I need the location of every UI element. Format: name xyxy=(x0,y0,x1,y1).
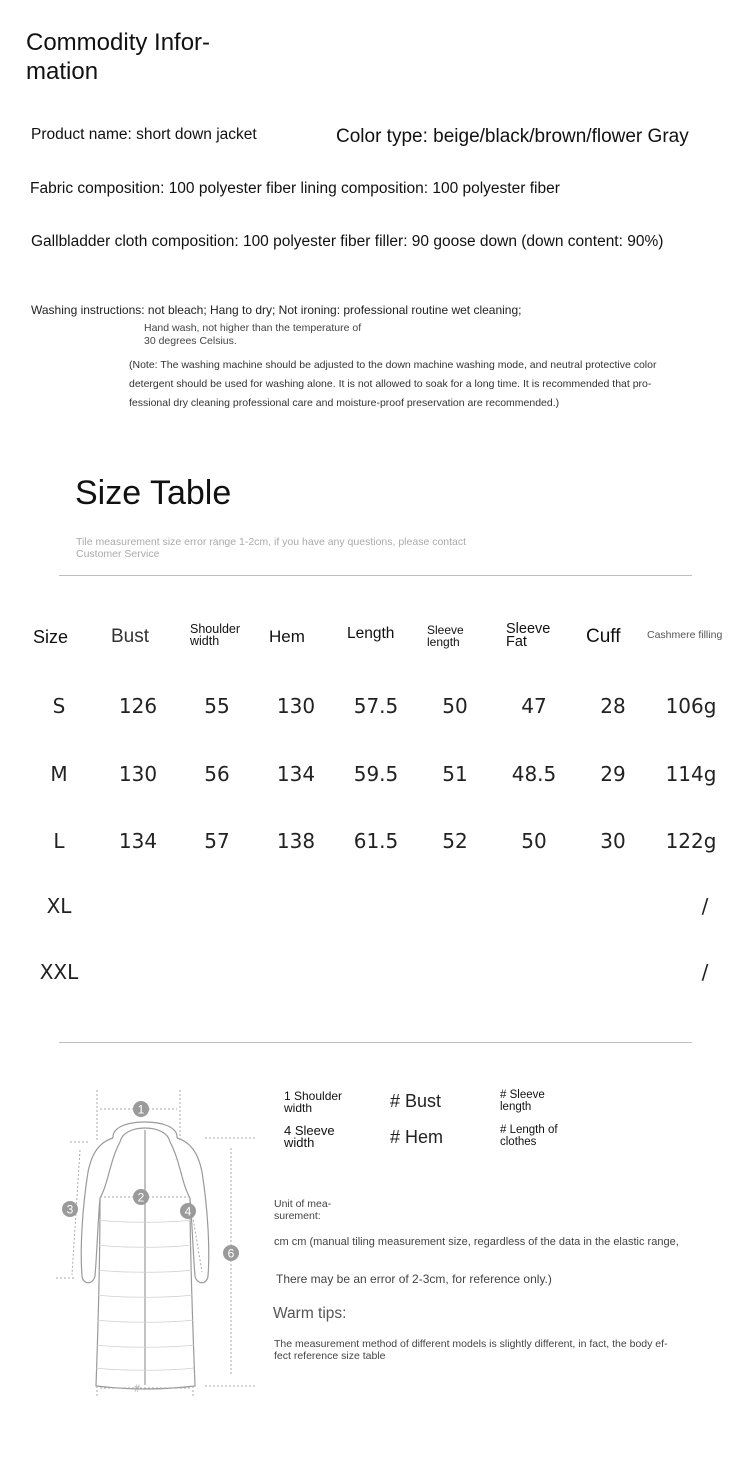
table-cell-sleeve: 51 xyxy=(442,762,468,786)
legend-shoulder-width: 1 Shoulder width xyxy=(284,1089,343,1115)
table-cell-size: S xyxy=(52,694,66,718)
measure-markers xyxy=(62,1101,239,1395)
product-name: Product name: short down jacket xyxy=(31,126,257,143)
table-cell-filling: 106g xyxy=(665,694,717,718)
table-cell-bust: 134 xyxy=(118,829,158,853)
table-cell-shoulder: 57 xyxy=(204,829,230,853)
header-cuff: Cuff xyxy=(586,626,621,647)
fabric-composition: Fabric composition: 100 polyester fiber lining composition: 100 polyester fiber xyxy=(30,180,560,197)
table-cell-cuff: 28 xyxy=(600,694,626,718)
warm-tips-heading: Warm tips: xyxy=(273,1305,347,1322)
marker-1: 1 xyxy=(137,1102,145,1117)
table-cell-cuff: 30 xyxy=(600,829,626,853)
marker-2: 2 xyxy=(137,1190,145,1205)
header-shoulder-width: Shoulder width xyxy=(190,622,241,648)
marker-6: 6 xyxy=(227,1246,235,1261)
table-cell-shoulder: 56 xyxy=(204,762,230,786)
table-cell-filling: / xyxy=(701,960,709,984)
size-table-title: Size Table xyxy=(75,474,232,512)
table-cell-length: 57.5 xyxy=(353,694,399,718)
marker-hash: # xyxy=(133,1383,141,1395)
table-cell-fat: 47 xyxy=(521,694,547,718)
table-cell-cuff: 29 xyxy=(600,762,626,786)
table-cell-fat: 50 xyxy=(521,829,547,853)
table-cell-fat: 48.5 xyxy=(511,762,557,786)
divider-bottom xyxy=(59,1042,692,1043)
gallbladder-composition: Gallbladder cloth composition: 100 polyester fiber filler: 90 goose down (down content: 90%) xyxy=(31,233,664,250)
table-cell-sleeve: 52 xyxy=(442,829,468,853)
table-cell-size: M xyxy=(50,762,68,786)
header-size: Size xyxy=(33,627,69,647)
table-cell-hem: 134 xyxy=(276,762,316,786)
header-bust: Bust xyxy=(111,626,150,647)
marker-3: 3 xyxy=(66,1202,74,1217)
color-type: Color type: beige/black/brown/flower Gray xyxy=(336,126,689,147)
header-sleeve-length: Sleeve length xyxy=(427,623,464,649)
table-cell-size: XXL xyxy=(39,960,79,984)
table-cell-shoulder: 55 xyxy=(204,694,230,718)
table-cell-sleeve: 50 xyxy=(442,694,468,718)
legend-sleeve-width: 4 Sleeve width xyxy=(284,1123,335,1150)
measurement-method-note: The measurement method of different models is slightly different, in fact, the body ef- fect reference size table xyxy=(274,1338,668,1362)
washing-instructions: Washing instructions: not bleach; Hang to dry; Not ironing: professional routine wet cleaning; xyxy=(31,303,522,317)
table-cell-bust: 130 xyxy=(118,762,158,786)
header-sleeve-fat: Sleeve Fat xyxy=(506,621,551,650)
legend-length-of-clothes: # Length of clothes xyxy=(500,1124,558,1148)
title-line-1: Commodity Infor- xyxy=(26,29,211,56)
unit-of-measurement: Unit of mea- surement: xyxy=(274,1198,332,1222)
table-cell-size: L xyxy=(53,829,65,853)
measure-lines xyxy=(56,1090,255,1396)
title-line-2: mation xyxy=(26,58,99,85)
size-table-subtitle: Tile measurement size error range 1-2cm, if you have any questions, please contact Customer Service xyxy=(76,536,467,560)
table-cell-length: 61.5 xyxy=(353,829,399,853)
commodity-info-title xyxy=(26,28,246,86)
hand-wash-note: Hand wash, not higher than the temperature of 30 degrees Celsius. xyxy=(144,322,362,347)
down-jacket-measurement-diagram xyxy=(50,1080,265,1400)
header-hem: Hem xyxy=(269,627,305,646)
table-cell-filling: 114g xyxy=(665,762,717,786)
legend-hem: # Hem xyxy=(390,1127,444,1147)
marker-4: 4 xyxy=(184,1204,192,1219)
table-cell-bust: 126 xyxy=(118,694,158,718)
table-cell-filling: / xyxy=(701,894,709,918)
header-cashmere-filling: Cashmere filling xyxy=(647,629,723,641)
table-cell-hem: 138 xyxy=(276,829,316,853)
cm-note: cm cm (manual tiling measurement size, regardless of the data in the elastic range, xyxy=(274,1236,679,1248)
table-cell-length: 59.5 xyxy=(353,762,399,786)
table-cell-hem: 130 xyxy=(276,694,316,718)
header-length: Length xyxy=(347,625,395,642)
washing-note: (Note: The washing machine should be adjusted to the down machine washing mode, and neutral protective color detergent should be used for washing alone. It is not allowed to soak for a long time. It is recommended that pro- fessional dry cleaning professional care and moisture-proof preservation are recommended.) xyxy=(129,359,657,409)
error-note: There may be an error of 2-3cm, for reference only.) xyxy=(276,1272,552,1286)
divider-top xyxy=(59,575,692,576)
legend-sleeve-length: # Sleeve length xyxy=(500,1089,545,1113)
table-cell-size: XL xyxy=(46,894,72,918)
table-cell-filling: 122g xyxy=(665,829,717,853)
jacket-outline xyxy=(81,1122,209,1389)
legend-bust: # Bust xyxy=(390,1091,442,1111)
